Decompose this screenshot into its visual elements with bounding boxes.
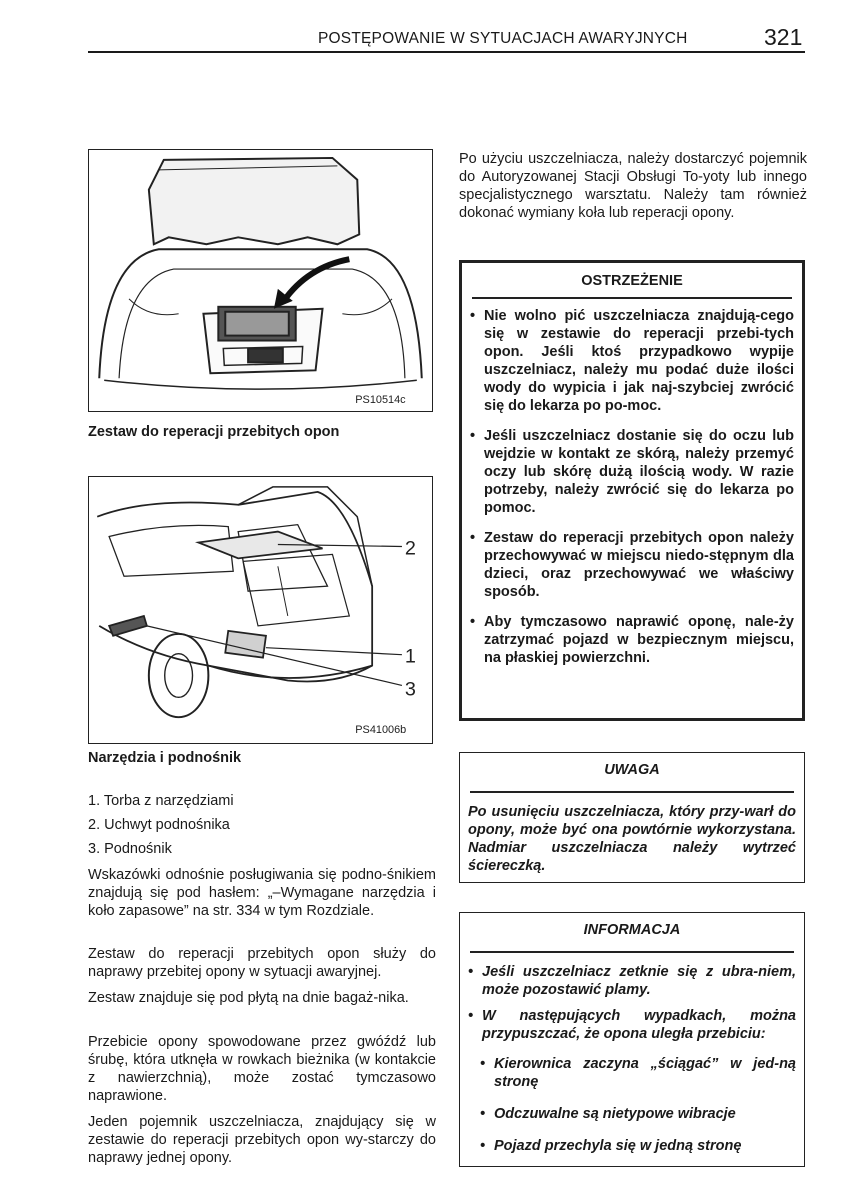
warning-item: • Zestaw do reperacji przebitych opon należy przechowywać w miejscu niedo-stępnym dla dzieci, oraz przechowywać we właściwy sposób. <box>470 529 794 600</box>
info-subitem: • Odczuwalne są nietypowe wibracje <box>480 1105 736 1122</box>
paragraph: Przebicie opony spowodowane przez gwóźdź lub śrubę, która utknęła w rowkach bieżnika (w kontakcie z nawierzchnią), może zostać tymczasowo naprawione. <box>88 1034 436 1104</box>
info-subitem: • Pojazd przechyla się w jedną stronę <box>480 1137 742 1154</box>
figure-code: PS10514c <box>355 394 406 407</box>
warning-title: OSTRZEŻENIE <box>581 273 683 289</box>
header-rule <box>88 51 805 53</box>
figure-caption: Zestaw do reperacji przebitych opon <box>88 424 340 440</box>
info-item: • W następujących wypadkach, można przypuszczać, że opona uległa przebiciu: <box>468 1007 796 1042</box>
page-number: 321 <box>764 24 803 50</box>
intro-paragraph: Po użyciu uszczelniacza, należy dostarczyć pojemnik do Autoryzowanej Stacji Obsługi To-yoty lub innego specjalistycznego warsztatu. Należy tam również dokonać wymiany koła lub reperacji opony. <box>459 151 807 221</box>
list-item: 2. Uchwyt podnośnika <box>88 817 230 833</box>
info-title: INFORMACJA <box>583 922 681 938</box>
callout-3: 3 <box>404 678 416 701</box>
figure-repair-kit <box>88 149 433 412</box>
callout-2: 2 <box>404 537 416 560</box>
car-rear-illustration <box>89 477 432 743</box>
info-box <box>459 912 805 1167</box>
list-item: 1. Torba z narzędziami <box>88 793 234 809</box>
paragraph: Wskazówki odnośnie posługiwania się podno-śnikiem znajdują się pod hasłem: „–Wymagane narzędzia i koło zapasowe” na str. 334 w tym Rozdziale. <box>88 867 436 919</box>
running-header: POSTĘPOWANIE W SYTUACJACH AWARYJNYCH <box>318 30 688 47</box>
trunk-illustration <box>89 150 432 411</box>
notice-box <box>459 752 805 883</box>
warning-box <box>459 260 805 721</box>
warning-item: • Aby tymczasowo naprawić oponę, nale-ży zatrzymać pojazd w bezpiecznym miejscu, na płaskiej powierzchni. <box>470 613 794 666</box>
figure-tools-jack <box>88 476 433 744</box>
info-subitem: • Kierownica zaczyna „ściągać” w jed-ną stronę <box>480 1055 796 1090</box>
paragraph: Zestaw znajduje się pod płytą na dnie bagaż-nika. <box>88 990 409 1006</box>
notice-text: Po usunięciu uszczelniacza, który przy-warł do opony, może być ona powtórnie wykorzystana. Nadmiar uszczelniacza należy wytrzeć ściereczką. <box>468 803 796 874</box>
figure-caption: Narzędzia i podnośnik <box>88 750 242 766</box>
notice-title: UWAGA <box>604 762 660 778</box>
info-item: • Jeśli uszczelniacz zetknie się z ubra-niem, może pozostawić plamy. <box>468 963 796 998</box>
callout-1: 1 <box>404 645 416 668</box>
warning-item: • Jeśli uszczelniacz dostanie się do oczu lub wejdzie w kontakt ze skórą, należy przemyć oczy lub skórę dużą ilością wody. W razie potrzeby, należy zwrócić się do lekarza po pomoc. <box>470 427 794 516</box>
figure-code: PS41006b <box>355 724 407 737</box>
list-item: 3. Podnośnik <box>88 841 172 857</box>
paragraph: Jeden pojemnik uszczelniacza, znajdujący się w zestawie do reperacji przebitych opon wy-starczy do naprawy jednej opony. <box>88 1114 436 1166</box>
warning-item: • Nie wolno pić uszczelniacza znajdują-cego się w zestawie do reperacji przebi-tych opon. Jeśli ktoś przypadkowo wypije uszczelniacz, należy mu podać duże ilości wody do wypicia i jak naj-szybciej zwrócić się do lekarza po po-moc. <box>470 307 794 414</box>
paragraph: Zestaw do reperacji przebitych opon służy do naprawy przebitej opony w sytuacji awaryjnej. <box>88 946 436 980</box>
